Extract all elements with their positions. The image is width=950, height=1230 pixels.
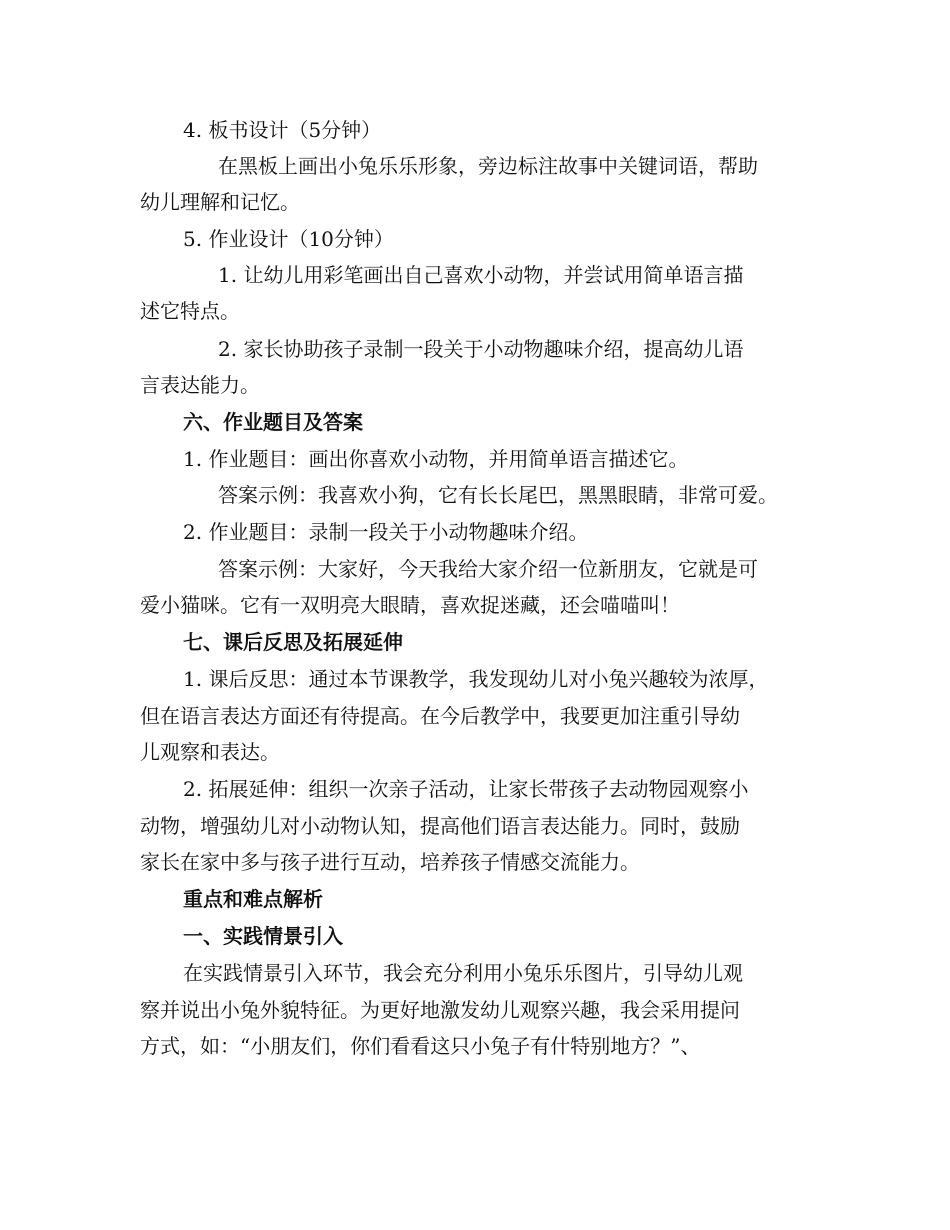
paragraph-line: 答案示例：大家好，今天我给大家介绍一位新朋友，它就是可	[218, 557, 758, 581]
paragraph-line: 答案示例：我喜欢小狗，它有长长尾巴，黑黑眼睛，非常可爱。	[218, 483, 778, 507]
paragraph-line: 家长在家中多与孩子进行互动，培养孩子情感交流能力。	[140, 850, 640, 874]
paragraph-line: 述它特点。	[140, 299, 240, 323]
paragraph-line: 动物，增强幼儿对小动物认知，提高他们语言表达能力。同时，鼓励	[140, 814, 740, 838]
section-heading-reflection: 七、课后反思及拓展延伸	[183, 630, 403, 654]
paragraph-line: 但在语言表达方面还有待提高。在今后教学中，我要更加注重引导幼	[140, 704, 740, 728]
section-heading-key-points: 重点和难点解析	[183, 887, 323, 911]
paragraph-line: 方式，如：“小朋友们，你们看看这只小兔子有什特别地方？”、	[140, 1034, 701, 1058]
paragraph-line: 爱小猫咪。它有一双明亮大眼睛，喜欢捉迷藏，还会喵喵叫！	[140, 593, 680, 617]
list-item: 2. 作业题目：录制一段关于小动物趣味介绍。	[183, 520, 589, 544]
section-heading-board-design: 4. 板书设计（5分钟）	[183, 118, 382, 142]
list-item: 2. 拓展延伸：组织一次亲子活动，让家长带孩子去动物园观察小	[183, 777, 749, 801]
paragraph-line: 在黑板上画出小兔乐乐形象，旁边标注故事中关键词语，帮助	[218, 154, 758, 178]
list-item: 1. 让幼儿用彩笔画出自己喜欢小动物，并尝试用简单语言描	[218, 263, 744, 287]
section-heading-practice-intro: 一、实践情景引入	[183, 924, 343, 948]
paragraph-line: 幼儿理解和记忆。	[140, 190, 300, 214]
paragraph-line: 在实践情景引入环节，我会充分利用小兔乐乐图片，引导幼儿观	[183, 961, 743, 985]
list-item: 1. 课后反思：通过本节课教学，我发现幼儿对小兔兴趣较为浓厚，	[183, 667, 769, 691]
list-item: 1. 作业题目：画出你喜欢小动物，并用简单语言描述它。	[183, 447, 689, 471]
list-item: 2. 家长协助孩子录制一段关于小动物趣味介绍，提高幼儿语	[218, 337, 744, 361]
paragraph-line: 察并说出小兔外貌特征。为更好地激发幼儿观察兴趣，我会采用提问	[140, 998, 740, 1022]
section-heading-homework-answers: 六、作业题目及答案	[183, 410, 363, 434]
paragraph-line: 言表达能力。	[140, 373, 260, 397]
section-heading-homework-design: 5. 作业设计（10分钟）	[183, 227, 394, 251]
paragraph-line: 儿观察和表达。	[140, 740, 280, 764]
